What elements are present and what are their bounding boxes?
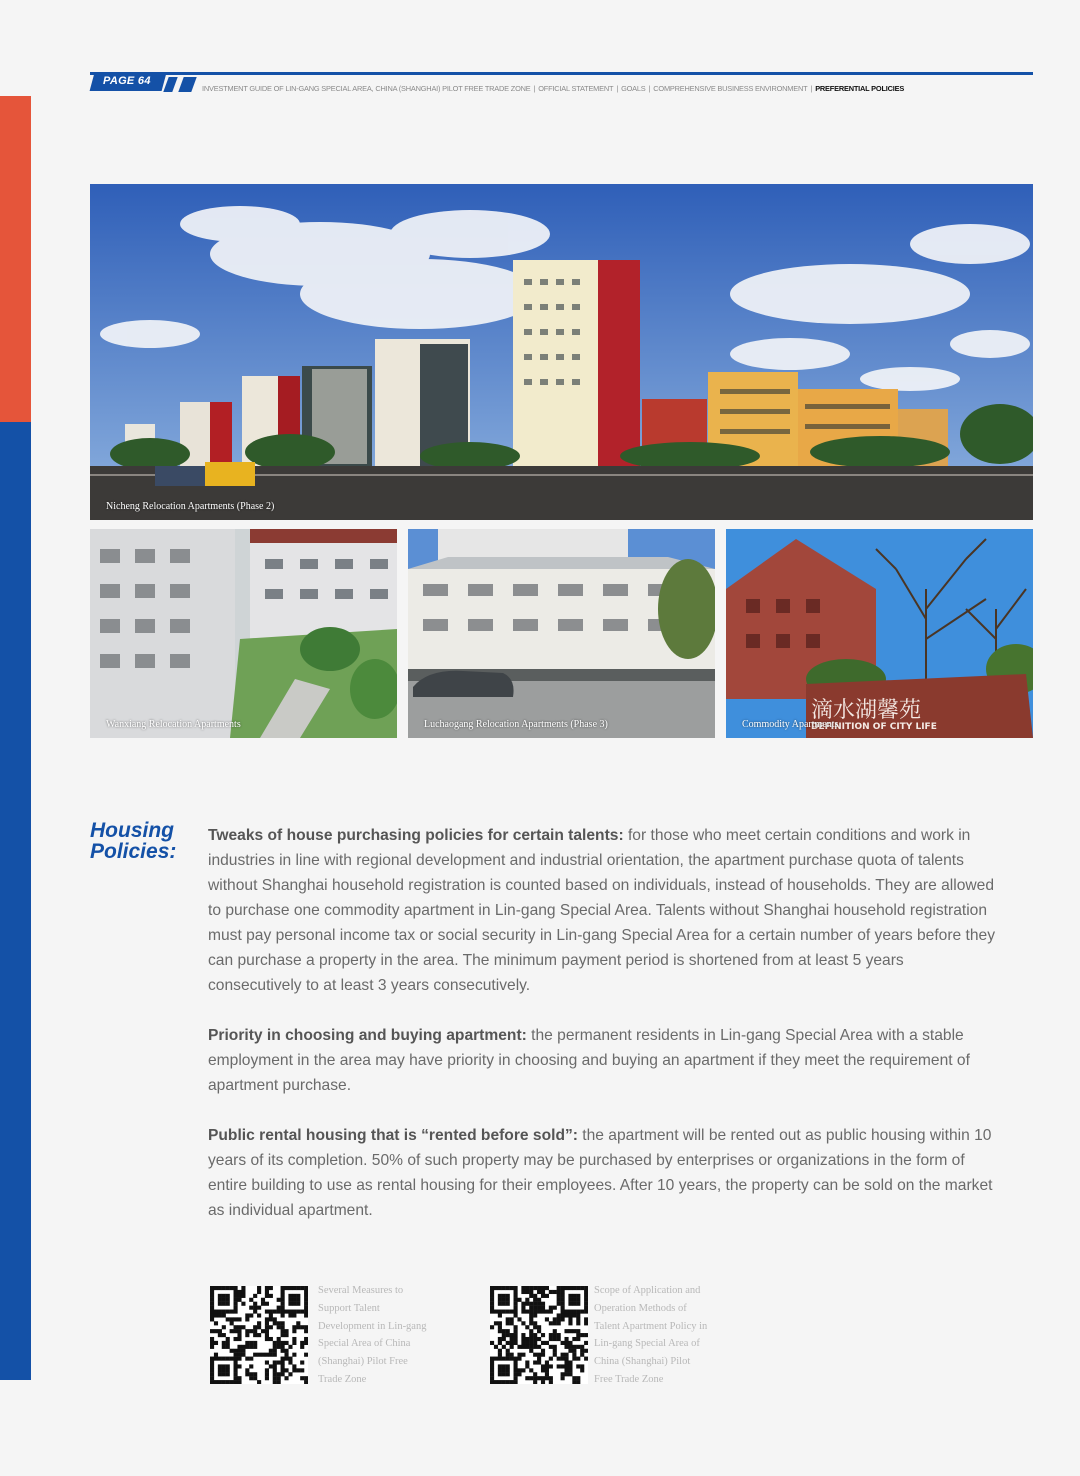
- main-photo: [90, 184, 1033, 520]
- policy-body: the apartment will be rented out as public housing within 10 years of its completion. 50% of such property may be purchased by enterprises or organizations in the form of entire building to use as rental housing for their employees. After 10 years, the property can be sold on the market as individual apartment.: [208, 1127, 993, 1219]
- policy-body: for those who meet certain conditions and work in industries in line with regional development and industrial orientation, the apartment purchase quota of talents without Shanghai household registration is counted based on individuals, instead of households. They are allowed to purchase one commodity apartment in Lin-gang Special Area. Talents without Shanghai household registration must pay personal income tax or social security in Lin-gang Special Area for a certain number of years before they can purchase a property in the area. The minimum payment period is shortened from at least 5 years consecutively to at least 3 years consecutively.: [208, 827, 996, 994]
- section-title-line: Policies:: [90, 840, 177, 863]
- sign-chinese-text: 滴水湖馨苑: [811, 698, 922, 723]
- qr-caption-line: Special Area of China: [318, 1338, 411, 1350]
- section-title: [90, 820, 176, 862]
- photo-luchaogang: [408, 529, 715, 738]
- side-accent-blue: [0, 422, 31, 1380]
- photo-wanxiang: [90, 529, 397, 738]
- qr-caption-line: China (Shanghai) Pilot: [594, 1356, 691, 1368]
- photo-caption: Wanxiang Relocation Apartments: [106, 719, 241, 730]
- header-decoration: [178, 77, 196, 92]
- breadcrumb-item[interactable]: INVESTMENT GUIDE OF LIN-GANG SPECIAL AREA, CHINA (SHANGHAI) PILOT FREE TRADE ZONE: [202, 84, 531, 93]
- policy-text: [208, 823, 998, 1248]
- header-decoration: [163, 77, 177, 92]
- section-title-line: Housing: [90, 819, 174, 842]
- qr-caption-line: Operation Methods of: [594, 1302, 687, 1314]
- qr-caption-line: Trade Zone: [318, 1373, 367, 1385]
- breadcrumb: INVESTMENT GUIDE OF LIN-GANG SPECIAL AREA, CHINA (SHANGHAI) PILOT FREE TRADE ZONE | OFFICIAL STATEMENT | GOALS | COMPREHENSIVE BUSINESS ENVIRONMENT | PREFERENTIAL POLICIES: [202, 84, 905, 93]
- qr-caption-line: Free Trade Zone: [594, 1373, 664, 1385]
- policy-body: the permanent residents in Lin-gang Special Area with a stable employment in the area may have priority in choosing and buying an apartment if they meet the requirement of apartment purchase.: [208, 1027, 970, 1094]
- qr-caption-line: Development in Lin-gang: [318, 1320, 427, 1332]
- qr-caption-line: Several Measures to: [318, 1285, 404, 1296]
- photo-caption: Luchaogang Relocation Apartments (Phase 3): [424, 719, 608, 730]
- policy-paragraph: [208, 823, 998, 998]
- breadcrumb-item[interactable]: GOALS: [621, 84, 646, 93]
- breadcrumb-item[interactable]: OFFICIAL STATEMENT: [538, 84, 614, 93]
- qr-caption-line: Talent Apartment Policy in: [594, 1320, 708, 1332]
- qr-caption: [318, 1282, 448, 1389]
- photo-commodity: [726, 529, 1033, 738]
- qr-caption-line: Scope of Application and: [594, 1285, 701, 1296]
- qr-code[interactable]: [210, 1286, 308, 1384]
- photo-caption: Commodity Apartments: [742, 719, 839, 730]
- page-number: PAGE 64: [103, 75, 151, 87]
- breadcrumb-item[interactable]: COMPREHENSIVE BUSINESS ENVIRONMENT: [653, 84, 808, 93]
- policy-heading: Tweaks of house purchasing policies for certain talents:: [208, 827, 624, 844]
- qr-caption-line: Lin-gang Special Area of: [594, 1338, 700, 1350]
- policy-paragraph: [208, 1123, 998, 1223]
- qr-code[interactable]: [490, 1286, 588, 1384]
- photo-caption: Nicheng Relocation Apartments (Phase 2): [106, 501, 275, 512]
- side-accent-red: [0, 96, 31, 422]
- policy-heading: Priority in choosing and buying apartment:: [208, 1027, 527, 1044]
- policy-heading: Public rental housing that is “rented before sold”:: [208, 1127, 578, 1144]
- qr-caption-line: (Shanghai) Pilot Free: [318, 1356, 408, 1368]
- qr-caption: [594, 1282, 724, 1389]
- qr-caption-line: Support Talent: [318, 1302, 380, 1314]
- header-rule: [90, 72, 1033, 75]
- sign-english-text: DEFINITION OF CITY LIFE: [811, 722, 937, 732]
- breadcrumb-item-active[interactable]: PREFERENTIAL POLICIES: [815, 84, 905, 93]
- policy-paragraph: [208, 1023, 998, 1098]
